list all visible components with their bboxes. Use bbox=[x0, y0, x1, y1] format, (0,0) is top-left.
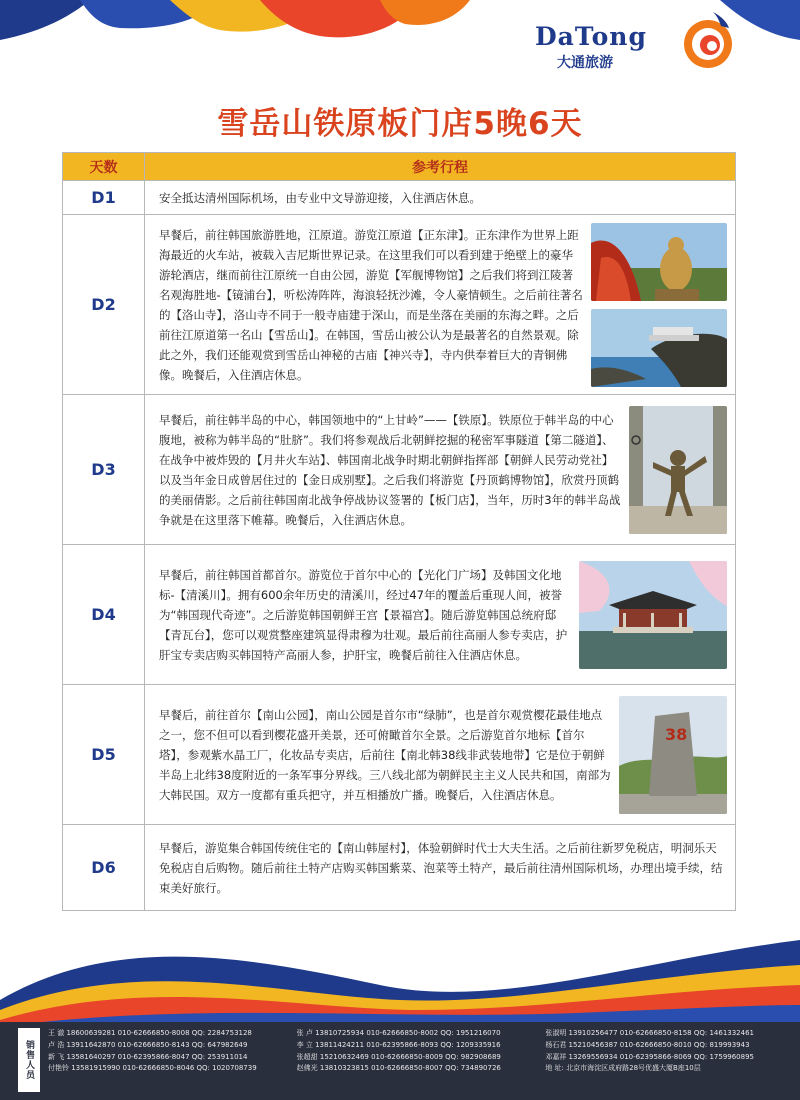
day-label: D4 bbox=[63, 545, 145, 685]
table-row bbox=[63, 825, 736, 911]
contact-item: 张淑明 13910256477 010-62666850-8158 QQ: 1461332461 bbox=[545, 1029, 754, 1037]
brand-name: DaTong bbox=[535, 22, 647, 51]
table-row bbox=[63, 395, 736, 545]
brand-subtitle: 大通旅游 bbox=[557, 55, 613, 71]
day-label: D5 bbox=[63, 685, 145, 825]
sales-staff-label: 销售人员 bbox=[18, 1028, 40, 1092]
buddha-statue-photo bbox=[591, 223, 727, 301]
day-label: D1 bbox=[63, 181, 145, 215]
footer-contacts bbox=[0, 1022, 800, 1100]
brand-logo bbox=[535, 8, 765, 78]
address: 地 址: 北京市海淀区成府路28号优盛大厦B座10层 bbox=[545, 1064, 701, 1073]
table-row bbox=[63, 181, 736, 215]
day-cell bbox=[145, 395, 736, 545]
day-description: 早餐后，游览集合韩国传统住宅的【南山韩屋村】，体验朝鲜时代士大夫生活。之后前往新罗免税店，明洞乐天免税店自后购物。随后前往土特产店购买韩国紫菜、泡菜等土特产，最后前往清州国际机场，办理出境手续，结束美好旅行。 bbox=[145, 825, 736, 911]
itinerary-table bbox=[62, 152, 736, 911]
day-cell bbox=[145, 685, 736, 825]
cruise-hotel-photo bbox=[591, 309, 727, 387]
day-description: 早餐后，前往韩半岛的中心，韩国领地中的“上甘岭”——【铁原】。铁原位于韩半岛的中心腹地，被称为韩半岛的“肚脐”。我们将参观战后北朝鲜挖掘的秘密军事隧道【第二隧道】、在战争中被炸毁的【月井火车站】、韩国南北战争时期北朝鲜指挥部【朝鲜人民劳动党社】以及当年金日成曾居住过的【金日成别墅】。之后我们将游览【丹顶鹤博物馆】，欣赏丹顶鹤的美丽倩影。之后前往韩国南北战争停战协议签署的【板门店】，当年，历时3年的韩半岛战争就是在这里落下帷幕。晚餐后，入住酒店休息。 bbox=[159, 412, 621, 527]
soldier-statue-photo bbox=[629, 406, 727, 534]
38-parallel-monument-photo bbox=[619, 696, 727, 814]
contact-item: 赵佛光 13810323815 010-62666850-8007 QQ: 734890726 bbox=[296, 1064, 501, 1073]
contact-item: 杨石君 15210456387 010-62666850-8010 QQ: 819993943 bbox=[545, 1040, 750, 1049]
day-label: D3 bbox=[63, 395, 145, 545]
header-itinerary: 参考行程 bbox=[145, 153, 736, 181]
swirl-logo-icon bbox=[675, 8, 741, 74]
page-title: 雪岳山铁原板门店5晚6天 bbox=[217, 106, 583, 142]
table-row bbox=[63, 545, 736, 685]
header-day: 天数 bbox=[63, 153, 145, 181]
day-cell bbox=[145, 545, 736, 685]
svg-text:38: 38 bbox=[665, 724, 688, 744]
day-cell bbox=[145, 215, 736, 395]
contact-item: 邓嘉祥 13269556934 010-62395866-8069 QQ: 1759960895 bbox=[545, 1052, 754, 1061]
contact-item: 李 立 13811424211 010-62395866-8093 QQ: 1209335916 bbox=[296, 1040, 501, 1049]
day-label: D6 bbox=[63, 825, 145, 911]
contact-grid bbox=[48, 1028, 788, 1074]
contact-item: 卢 浩 13911642870 010-62666850-8143 QQ: 647982649 bbox=[48, 1040, 248, 1049]
table-row bbox=[63, 215, 736, 395]
day-label: D2 bbox=[63, 215, 145, 395]
contact-item: 张 卢 13810725934 010-62666850-8002 QQ: 1951216070 bbox=[296, 1029, 501, 1037]
contact-item: 新 飞 13581640297 010-62395866-8047 QQ: 253911014 bbox=[48, 1052, 248, 1061]
day-description: 早餐后，前往首尔【南山公园】，南山公园是首尔市“绿肺”，也是首尔观赏樱花最佳地点之一，您不但可以看到樱花盛开美景，还可俯瞰首尔全景。之后游览首尔地标【首尔塔】，参观紫水晶工厂，化妆品专卖店，后前往【南北韩38线非武装地带】它是位于朝鲜半岛上北纬38度附近的一条军事分界线。三八线北部为朝鲜民主主义人民共和国，南部为大韩民国。双方一度都有重兵把守，并互相播放广播。晚餐后，入住酒店休息。 bbox=[159, 707, 611, 802]
day-description: 安全抵达清州国际机场，由专业中文导游迎接，入住酒店休息。 bbox=[145, 181, 736, 215]
contact-item: 张超甜 15210632469 010-62666850-8009 QQ: 982908689 bbox=[296, 1052, 501, 1061]
table-row bbox=[63, 685, 736, 825]
day-description: 早餐后，前往韩国旅游胜地，江原道。游览江原道【正东津】。正东津作为世界上距海最近的火车站，被载入吉尼斯世界记录。在这里我们可以看到建于绝壁上的豪华游轮酒店，继而前往江原统一自由公园，游览【军舰博物馆】之后我们将到江陵著名观海胜地-【镜浦台】，听松涛阵阵，海浪轻抚沙滩，令人豪情顿生。之后前往著名的【洛山寺】，洛山寺不同于一般寺庙建于深山，而是坐落在美丽的东海之畔。之后前往江原道第一名山【雪岳山】。在韩国，雪岳山被公认为是最著名的自然景观。除此之外，我们还能观赏到雪岳山神秘的古庙【神兴寺】，寺内供奉着巨大的青铜佛像。晚餐后，入住酒店休息。 bbox=[159, 227, 583, 382]
contact-item: 王 澈 18600639281 010-62666850-8008 QQ: 2284753128 bbox=[48, 1029, 252, 1037]
table-header-row bbox=[63, 153, 736, 181]
contact-item: 付艳铃 13581915990 010-62666850-8046 QQ: 1020708739 bbox=[48, 1064, 257, 1073]
pavilion-photo bbox=[579, 561, 727, 669]
day-description: 早餐后，前往韩国首都首尔。游览位于首尔中心的【光化门广场】及韩国文化地标-【清溪川】。拥有600余年历史的清溪川，经过47年的覆盖后重现人间，被誉为“韩国现代奇迹”。之后游览韩国朝鲜王宫【景福宫】。随后游览韩国总统府邸【青瓦台】，您可以观赏整座建筑显得肃穆为壮观。最后前往高丽人参专卖店，护肝宝专卖店购买韩国特产高丽人参，护肝宝，晚餐后前往入住酒店休息。 bbox=[159, 567, 568, 662]
